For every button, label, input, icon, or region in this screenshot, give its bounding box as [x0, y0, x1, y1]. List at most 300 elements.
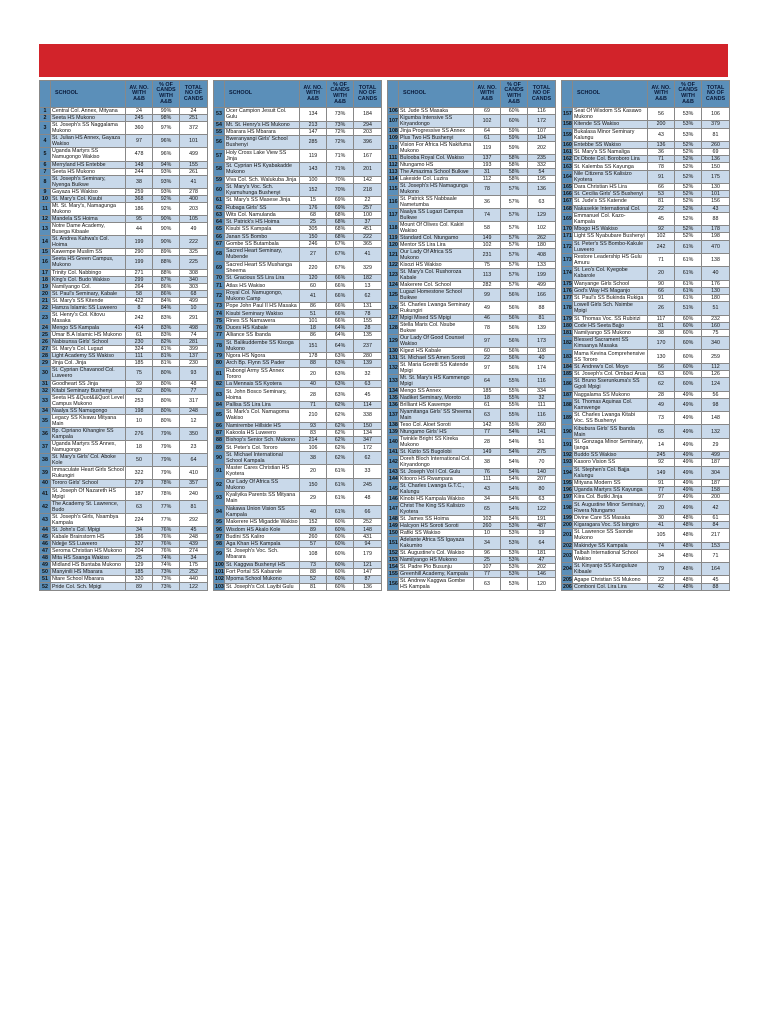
rank-cell: 140 — [388, 436, 399, 449]
pct-cell: 57% — [501, 249, 528, 262]
pct-cell: 83% — [153, 311, 180, 324]
total-cell: 155 — [180, 161, 208, 168]
pct-cell: 64% — [327, 332, 354, 339]
av-cell: 29 — [300, 492, 327, 506]
pct-cell: 97% — [153, 122, 180, 135]
school-cell: St. Charles Lwanga Kitabi Voc. SS Bushenyi — [573, 412, 648, 425]
rank-cell: 72 — [214, 289, 225, 303]
rank-cell: 83 — [214, 388, 225, 402]
table-row — [388, 449, 556, 456]
av-cell: 142 — [474, 422, 501, 429]
table-row — [40, 216, 208, 223]
school-cell: Duces HS Kabale — [225, 324, 300, 331]
school-cell: Jinja Col. Jinja — [51, 360, 126, 367]
rank-cell: 129 — [388, 335, 399, 348]
rank-cell: 167 — [563, 198, 572, 205]
rank-cell: 64 — [214, 219, 225, 226]
table-row — [40, 548, 208, 555]
table-row — [562, 212, 730, 225]
table-row — [214, 465, 382, 479]
school-cell: Pride Col. Sch. Mpigi — [51, 583, 126, 591]
total-cell: 338 — [354, 409, 382, 423]
school-cell: Naggalama SS Mukono — [573, 391, 648, 398]
rank-cell: 96 — [214, 526, 225, 533]
total-cell: 130 — [702, 287, 730, 294]
school-cell: St. James SS Hoima — [399, 516, 474, 523]
total-cell: 133 — [528, 262, 556, 269]
header-total: TOTAL NO OF CANDS — [528, 81, 556, 108]
av-cell: 108 — [300, 548, 327, 562]
total-cell: 29 — [702, 438, 730, 451]
rank-cell: 168 — [563, 205, 572, 212]
total-cell: 252 — [180, 569, 208, 576]
av-cell: 25 — [300, 219, 327, 226]
school-cell: Mbogo HS Wakiso — [573, 226, 648, 233]
pct-cell: 61% — [675, 267, 702, 280]
pct-cell: 61% — [675, 287, 702, 294]
pct-cell: 67% — [327, 240, 354, 247]
ranking-table — [213, 80, 382, 591]
pct-cell: 49% — [675, 487, 702, 494]
rank-cell: 161 — [563, 149, 572, 156]
pct-cell: 56% — [501, 315, 528, 322]
school-cell: St. Peter's SS Bombo-Kakule Luweero — [573, 240, 648, 253]
total-cell: 87 — [354, 576, 382, 583]
table-row — [388, 142, 556, 155]
table-row — [562, 128, 730, 141]
av-cell: 186 — [126, 533, 153, 540]
total-cell: 222 — [354, 233, 382, 240]
rank-cell: 90 — [214, 451, 225, 465]
av-cell: 322 — [126, 467, 153, 480]
rank-cell: 67 — [214, 240, 225, 247]
rank-cell: 13 — [40, 223, 51, 236]
av-cell: 74 — [474, 209, 501, 222]
school-cell: Pallisa SS Lira Lira — [225, 401, 300, 408]
school-cell: St. Joseph's Girls, Nsambya Kampala — [51, 513, 126, 526]
av-cell: 25 — [126, 555, 153, 562]
pct-cell: 54% — [501, 516, 528, 523]
school-cell: St. Andrea Kahwa's Col. Hoima — [51, 236, 126, 249]
av-cell: 230 — [126, 339, 153, 346]
pct-cell: 81% — [153, 346, 180, 353]
table-row — [40, 161, 208, 168]
av-cell: 224 — [126, 513, 153, 526]
av-cell: 20 — [648, 267, 675, 280]
pct-cell: 60% — [327, 519, 354, 526]
school-cell: Uganda Martyrs SS Annex, Namugongo — [51, 441, 126, 454]
pct-cell: 60% — [675, 337, 702, 350]
pct-cell: 54% — [501, 449, 528, 456]
av-cell: 149 — [648, 466, 675, 479]
table-row — [40, 583, 208, 591]
rank-cell: 33 — [40, 394, 51, 407]
total-cell: 499 — [180, 148, 208, 161]
rank-cell: 132 — [388, 362, 399, 375]
av-cell: 90 — [648, 280, 675, 287]
red-banner — [39, 44, 728, 77]
av-cell: 152 — [300, 519, 327, 526]
table-row — [214, 505, 382, 519]
pct-cell: 68% — [327, 219, 354, 226]
table-row — [40, 175, 208, 188]
pct-cell: 67% — [327, 261, 354, 275]
table-row — [388, 476, 556, 483]
school-cell: Light Academy SS Wakiso — [51, 353, 126, 360]
table-row — [562, 302, 730, 315]
school-cell: Alliance SS Ibanda — [225, 332, 300, 339]
av-cell: 57 — [300, 540, 327, 547]
pct-cell: 54% — [501, 496, 528, 503]
total-cell: 164 — [702, 563, 730, 576]
school-cell: Bweranyangi Girls' School Bushenyi — [225, 136, 300, 150]
rank-cell: 170 — [563, 226, 572, 233]
av-cell: 200 — [648, 121, 675, 128]
table-row — [214, 409, 382, 423]
table-row — [214, 248, 382, 262]
rank-cell: 65 — [214, 226, 225, 233]
rank-cell: 85 — [214, 409, 225, 423]
av-cell: 34 — [126, 526, 153, 533]
school-cell: St. Joseph's Col. Layibi Gulu — [225, 583, 300, 591]
school-cell: Dara Christian HS Lira — [573, 184, 648, 191]
total-cell: 431 — [354, 533, 382, 540]
av-cell: 150 — [300, 478, 327, 492]
av-cell: 18 — [300, 324, 327, 331]
pct-cell: 60% — [675, 322, 702, 329]
table-row — [214, 583, 382, 591]
table-row — [562, 438, 730, 451]
school-cell: Naalya SS Namugongo — [51, 407, 126, 414]
school-cell: St. Joseph's SS Naggalama Mukono — [51, 122, 126, 135]
av-cell: 147 — [300, 128, 327, 135]
pct-cell: 49% — [675, 452, 702, 459]
rank-cell: 189 — [562, 412, 573, 425]
av-cell: 305 — [300, 226, 327, 233]
total-cell: 88 — [702, 583, 730, 590]
school-cell: St. Mary's Col. Lugazi — [51, 346, 126, 353]
total-cell: 175 — [180, 562, 208, 569]
rank-cell: 113 — [389, 169, 398, 175]
table-row — [388, 578, 556, 591]
pct-cell: 56% — [501, 362, 528, 375]
school-cell: Our Lady Of Africa SS Mukono — [225, 478, 300, 492]
av-cell: 244 — [126, 168, 153, 175]
pct-cell: 69% — [327, 204, 354, 211]
school-cell: Sacred Heart Seminary, Mubende — [225, 248, 300, 262]
total-cell: 12 — [180, 414, 208, 427]
pct-cell: 70% — [327, 176, 354, 183]
pct-cell: 52% — [675, 226, 702, 233]
total-cell: 48 — [180, 380, 208, 387]
pct-cell: 53% — [675, 108, 702, 121]
total-cell: 129 — [528, 209, 556, 222]
total-cell: 116 — [528, 108, 556, 115]
total-cell: 51 — [702, 302, 730, 315]
table-row — [40, 297, 208, 304]
pct-cell: 56% — [501, 348, 528, 355]
total-cell: 173 — [528, 335, 556, 348]
school-cell: St. Mary's Col. Rushoroza Kabale — [399, 269, 474, 282]
av-cell: 10 — [126, 414, 153, 427]
total-cell: 28 — [354, 324, 382, 331]
rank-cell: 185 — [563, 371, 572, 378]
rank-cell: 74 — [214, 310, 225, 317]
total-cell: 80 — [528, 483, 556, 496]
av-cell: 38 — [126, 175, 153, 188]
rank-cell: 88 — [214, 437, 225, 444]
table-row — [214, 183, 382, 197]
total-cell: 487 — [528, 523, 556, 530]
table-row — [40, 168, 208, 175]
pct-cell: 59% — [501, 142, 528, 155]
table-row — [40, 454, 208, 467]
total-cell: 400 — [180, 195, 208, 202]
total-cell: 101 — [702, 191, 730, 198]
total-cell: 499 — [180, 297, 208, 304]
pct-cell: 57% — [501, 183, 528, 196]
rank-cell: 9 — [40, 188, 51, 195]
rank-cell: 31 — [40, 380, 51, 387]
table-row — [214, 561, 382, 568]
table-row — [562, 494, 730, 501]
rank-cell: 89 — [214, 444, 225, 451]
rank-cell: 192 — [563, 452, 572, 459]
school-cell: Mount Of Olives Col. Kakiri Wakiso — [399, 222, 474, 235]
school-cell: St. Peter's Col. Tororo — [225, 444, 300, 451]
rank-cell: 54 — [214, 121, 225, 128]
av-cell: 18 — [474, 395, 501, 402]
av-cell: 60 — [300, 282, 327, 289]
av-cell: 78 — [648, 163, 675, 170]
table-row — [562, 563, 730, 576]
table-row — [40, 195, 208, 202]
total-cell: 62 — [354, 451, 382, 465]
total-cell: 136 — [702, 156, 730, 163]
total-cell: 45 — [354, 388, 382, 402]
rank-cell: 27 — [40, 346, 51, 353]
table-row — [562, 576, 730, 583]
av-cell: 8 — [126, 304, 153, 311]
rank-cell: 73 — [214, 303, 225, 310]
rank-cell: 165 — [563, 184, 572, 191]
table-row — [214, 492, 382, 506]
school-cell: Viva Col. Sch. Walukuba Jinja — [225, 176, 300, 183]
rank-cell: 131 — [389, 355, 398, 361]
school-cell: Dr.Obote Col. Boroboro Lira — [573, 156, 648, 163]
pct-cell: 56% — [501, 302, 528, 315]
total-cell: 141 — [528, 429, 556, 436]
table-row — [40, 576, 208, 583]
table-row — [214, 303, 382, 310]
av-cell: 71 — [648, 253, 675, 266]
rank-cell: 25 — [40, 332, 51, 339]
school-cell: St. Balikuddembe SS Kisoga Mukono — [225, 339, 300, 353]
rank-cell: 186 — [562, 378, 573, 391]
table-row — [40, 513, 208, 526]
total-cell: 106 — [702, 108, 730, 121]
pct-cell: 71% — [327, 149, 354, 163]
pct-cell: 49% — [675, 412, 702, 425]
total-cell: 225 — [180, 256, 208, 269]
pct-cell: 51% — [675, 302, 702, 315]
pct-cell: 79% — [153, 454, 180, 467]
av-cell: 204 — [126, 548, 153, 555]
pct-cell: 57% — [501, 242, 528, 249]
rank-cell: 101 — [215, 569, 224, 576]
rank-cell: 111 — [389, 155, 398, 161]
av-cell: 102 — [474, 516, 501, 523]
school-cell: Makerere HS Migadde Wakiso — [226, 519, 298, 526]
rank-cell: 95 — [214, 519, 225, 526]
table-row — [562, 542, 730, 549]
total-cell: 372 — [180, 122, 208, 135]
av-cell: 285 — [300, 136, 327, 150]
rank-cell: 103 — [215, 583, 224, 590]
pct-cell: 66% — [327, 275, 354, 282]
school-cell: St. Kizito SS Bugolobi — [399, 449, 474, 456]
av-cell: 327 — [126, 541, 153, 548]
total-cell: 153 — [702, 542, 730, 549]
total-cell: 379 — [702, 121, 730, 128]
av-cell: 117 — [648, 315, 675, 322]
pct-cell: 61% — [327, 478, 354, 492]
table-row — [388, 469, 556, 476]
pct-cell: 76% — [153, 526, 180, 533]
rank-cell: 62 — [214, 204, 225, 211]
table-row — [388, 155, 556, 162]
header-total: TOTAL NO OF CANDS — [702, 81, 730, 108]
table-row — [562, 337, 730, 350]
rank-cell: 11 — [40, 202, 51, 215]
av-cell: 214 — [300, 437, 327, 444]
school-cell: St. Charles Lwanga Seminary Rukungiri — [399, 302, 474, 315]
table-row — [214, 275, 382, 282]
school-cell: Nakasekie International Col. — [573, 205, 648, 212]
school-cell: Manyinili HS Mbarara — [51, 569, 126, 576]
table-row — [562, 425, 730, 438]
table-row — [40, 467, 208, 480]
total-cell: 184 — [354, 108, 382, 122]
school-cell: Standard Col. Ntungamo — [399, 235, 474, 242]
total-cell: 40 — [702, 267, 730, 280]
total-cell: 176 — [702, 280, 730, 287]
total-cell: 40 — [528, 355, 556, 362]
pct-cell: 79% — [153, 441, 180, 454]
school-cell: St. John Bosco Seminary, Hoima — [225, 388, 300, 402]
school-cell: Namilyango SS Mukono — [573, 329, 648, 336]
pct-cell: 54% — [501, 503, 528, 516]
total-cell: 396 — [354, 136, 382, 150]
table-row — [214, 533, 382, 540]
rank-cell: 195 — [563, 479, 572, 486]
av-cell: 75 — [126, 367, 153, 380]
school-cell: St. Augustine Minor Seminary, Rwera Ntungamo — [573, 501, 648, 514]
pct-cell: 84% — [153, 304, 180, 311]
school-cell: Stella Maris Col. Nsube Bukwe — [399, 322, 474, 335]
school-cell: Royal Col. Namugongo, Mukono Camp — [225, 289, 300, 303]
rank-cell: 76 — [214, 324, 225, 331]
pct-cell: 53% — [501, 530, 528, 537]
av-cell: 101 — [300, 317, 327, 324]
total-cell: 499 — [528, 282, 556, 289]
school-cell: Greenhill Academy, Kampala — [399, 571, 474, 578]
av-cell: 478 — [126, 148, 153, 161]
av-cell: 62 — [648, 378, 675, 391]
total-cell: 48 — [354, 492, 382, 506]
total-cell: 202 — [528, 142, 556, 155]
rank-cell: 102 — [215, 576, 224, 583]
pct-cell: 49% — [675, 425, 702, 438]
av-cell: 102 — [474, 115, 501, 128]
rank-cell: 127 — [389, 315, 398, 321]
av-cell: 36 — [474, 196, 501, 209]
total-cell: 180 — [702, 294, 730, 301]
pct-cell: 52% — [675, 205, 702, 212]
rank-cell: 58 — [214, 163, 225, 177]
total-cell: 137 — [180, 353, 208, 360]
school-cell: St. Kaggwa Bushenyi HS — [225, 561, 300, 568]
table-row — [562, 322, 730, 329]
table-row — [562, 549, 730, 562]
total-cell: 148 — [702, 412, 730, 425]
total-cell: 139 — [528, 322, 556, 335]
av-cell: 28 — [648, 391, 675, 398]
school-cell: Ntungamo Girls' HS — [399, 429, 474, 436]
table-row — [562, 391, 730, 398]
total-cell: 34 — [180, 555, 208, 562]
total-cell: 45 — [702, 576, 730, 583]
pct-cell: 66% — [327, 317, 354, 324]
pct-cell: 61% — [675, 253, 702, 266]
pct-cell: 78% — [153, 480, 180, 487]
rank-cell: 63 — [214, 211, 225, 218]
school-cell: Rubaga Girls' SS — [225, 204, 300, 211]
rank-cell: 136 — [389, 402, 398, 408]
rank-cell: 14 — [40, 236, 51, 249]
table-row — [388, 422, 556, 429]
table-row — [388, 395, 556, 402]
school-cell: Mbarara HS Mbarara — [225, 128, 300, 135]
pct-cell: 62% — [327, 444, 354, 451]
av-cell: 112 — [474, 176, 501, 183]
rank-cell: 202 — [563, 542, 572, 549]
rank-cell: 141 — [389, 449, 398, 455]
table-row — [388, 196, 556, 209]
pct-cell: 55% — [501, 409, 528, 422]
av-cell: 193 — [474, 162, 501, 169]
school-cell: Doreh Bloch International Col. Kiryandongo — [399, 456, 474, 469]
pct-cell: 74% — [153, 555, 180, 562]
table-row — [388, 115, 556, 128]
pct-cell: 82% — [153, 339, 180, 346]
rank-cell: 203 — [562, 549, 573, 562]
av-cell: 93 — [300, 422, 327, 429]
av-cell: 20 — [300, 465, 327, 479]
total-cell: 187 — [702, 459, 730, 466]
rank-cell: 12 — [40, 216, 51, 223]
table-row — [40, 188, 208, 195]
school-cell: St. Cyprian Chavanod Col. Luweero — [51, 367, 126, 380]
school-cell: Pope John Paul II HS Masaka — [225, 303, 300, 310]
pct-cell: 60% — [675, 363, 702, 370]
total-cell: 304 — [702, 466, 730, 479]
total-cell: 136 — [354, 583, 382, 591]
pct-cell: 80% — [153, 367, 180, 380]
school-cell: St. Charles Lwanga G.T.C., Kalungu — [399, 483, 474, 496]
rank-cell: 86 — [214, 422, 225, 429]
school-cell: La Mennais SS Kyotera — [225, 381, 300, 388]
